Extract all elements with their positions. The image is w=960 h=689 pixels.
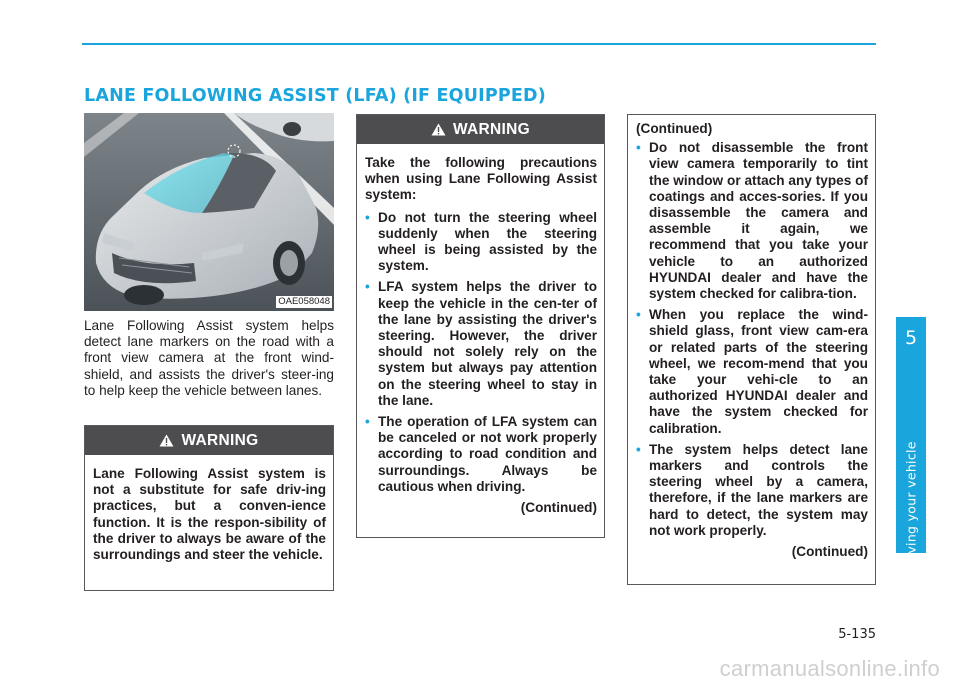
chapter-tab[interactable] [896, 317, 960, 573]
page-number: 5-135 [838, 627, 876, 642]
list-item: • Do not disassemble the front view camera temporarily to tint the window or attach any types of coatings and acces-sories. If you disassemble the camera and assemble it again, we recommend that you take your vehicle to an authorized HYUNDAI dealer and have the system checked for calibra-tion. [636, 140, 868, 302]
list-item: • LFA system helps the driver to keep the vehicle in the cen-ter of the lane by assisting the driver's steering. However, the driver should not solely rely on the system but always pay attention on the steering wheel to stay in the lane. [365, 279, 597, 408]
warning-triangle-icon [159, 434, 174, 447]
bullet-icon: • [365, 209, 370, 225]
warning-title: WARNING [181, 431, 259, 449]
intro-paragraph: Lane Following Assist system helps detect lane markers on the road with a front view camera at the front wind-shield, and assists the driver's steer-ing to help keep the vehicle between lanes. [84, 318, 334, 398]
list-item: • The system helps detect lane markers and controls the steering wheel by a camera, therefore, if the lane markers are hard to detect, the system may not work properly. [636, 441, 868, 538]
warning-title: WARNING [452, 120, 530, 138]
list-item: • Do not turn the steering wheel suddenly when the steering wheel is being assisted by the system. [365, 209, 597, 274]
warning-triangle-icon [431, 123, 446, 136]
warning-list [365, 210, 597, 495]
watermark: carmanualsonline.info [719, 656, 940, 681]
list-item: • The operation of LFA system can be canceled or not work properly according to road condition and surroundings. Always be cautious when driving. [365, 414, 597, 494]
bullet-icon: • [365, 279, 370, 295]
list-item: • When you replace the wind-shield glass, front view cam-era or related parts of the steering wheel, we recom-mend that you take your vehi-cle to an authorized HYUNDAI dealer and have the system checked for calibration. [636, 307, 868, 436]
bullet-icon: • [365, 414, 370, 430]
warning-intro: Take the following precautions when using Lane Following Assist system: [365, 155, 597, 203]
chapter-label: Driving your vehicle [903, 441, 919, 573]
figure-code: OAE058048 [278, 296, 330, 307]
continued-top-label: (Continued) [636, 121, 713, 136]
car-camera-illustration [84, 113, 334, 311]
continued-label: (Continued) [520, 500, 597, 516]
continued-label: (Continued) [791, 544, 868, 560]
warning-box-2 [356, 114, 605, 538]
bullet-icon: • [636, 441, 641, 457]
warning-box-3 [627, 114, 876, 585]
tab-divider [926, 317, 960, 553]
chapter-number: 5 [904, 327, 918, 349]
warning-text: Lane Following Assist system is not a substitute for safe driv-ing practices, but a conven-ience function. It is the respon-sibility of the driver to always be aware of the surroundings and steer the vehicle. [93, 466, 326, 563]
bullet-icon: • [636, 307, 641, 323]
warning-box-1 [84, 425, 334, 591]
warning-header [357, 115, 604, 144]
lfa-figure [84, 113, 334, 311]
top-rule [82, 43, 876, 45]
warning-list [636, 140, 868, 539]
chapter-label-wrap [896, 317, 926, 573]
section-title: LANE FOLLOWING ASSIST (LFA) (IF EQUIPPED) [84, 86, 546, 106]
bullet-icon: • [636, 140, 641, 156]
warning-header [85, 426, 333, 455]
